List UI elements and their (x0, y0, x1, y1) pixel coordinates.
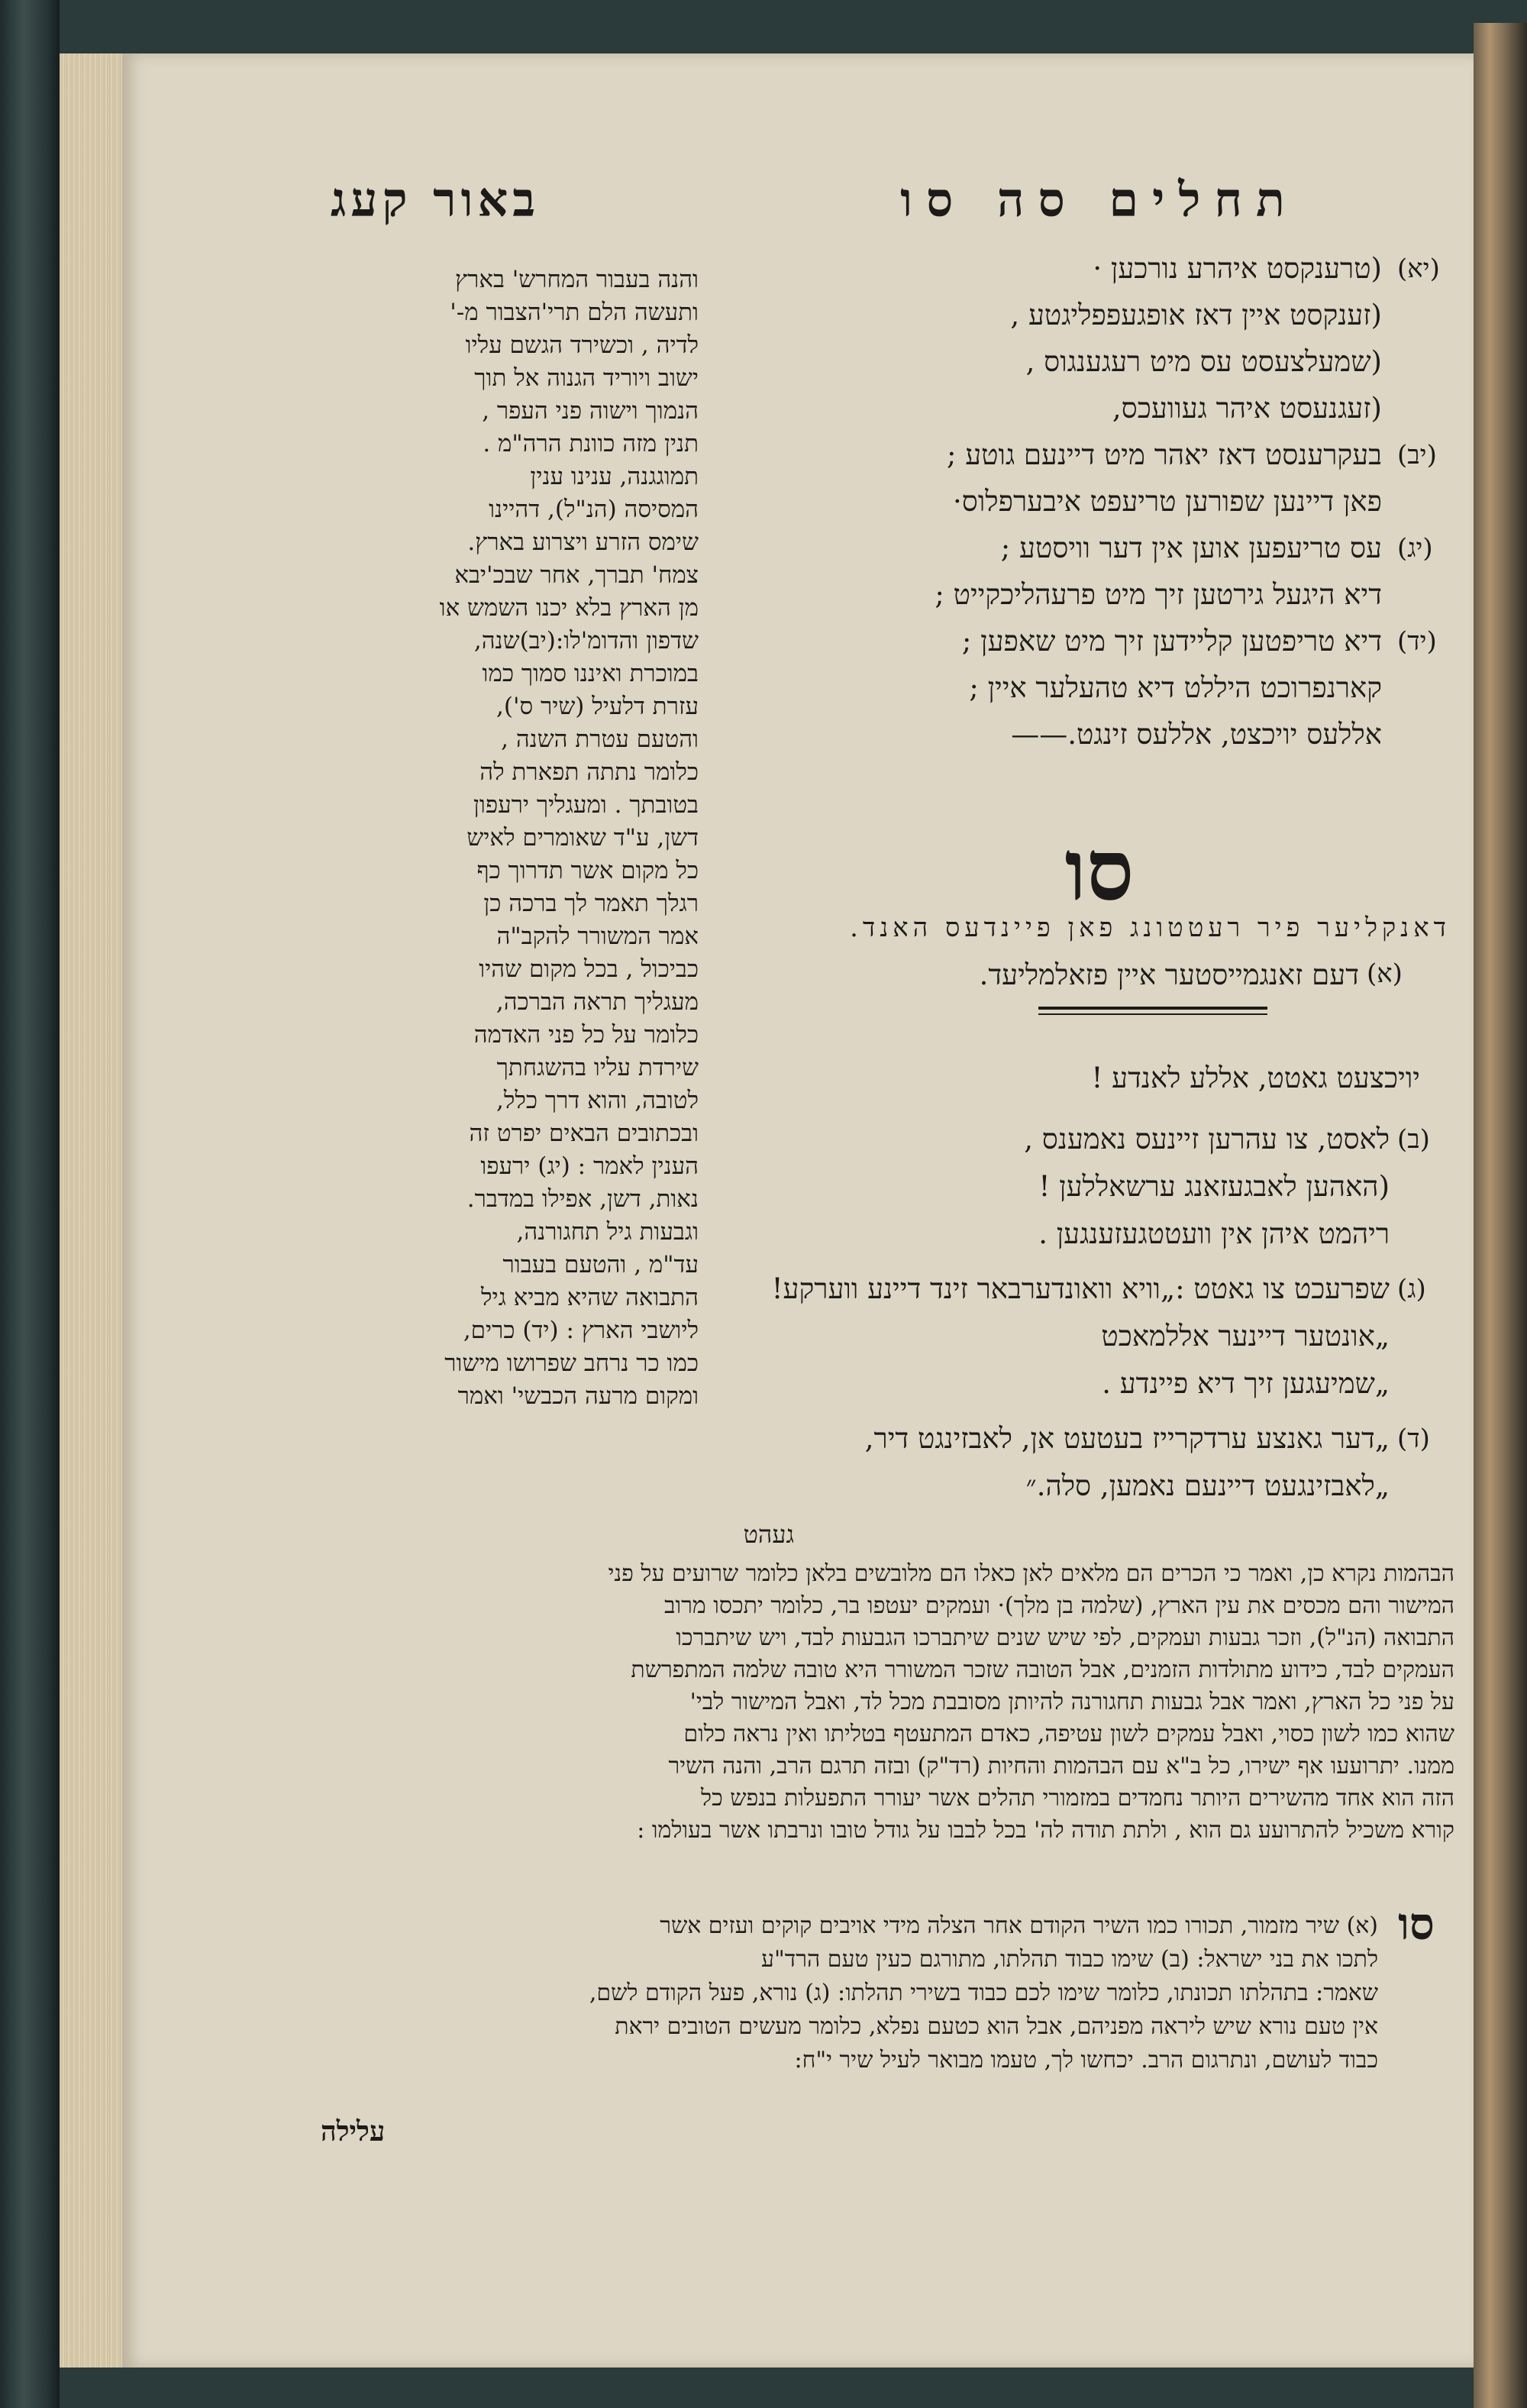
verse-line: „לאבזינגעט דיינעם נאמען, סלה.״ (1025, 1469, 1390, 1502)
commentary-line: והטעם עטרת השנה , (501, 726, 699, 753)
commentary-line: עד"מ , והטעם בעבור (502, 1251, 699, 1278)
verse-line: (זעגנעסט איהר געוועכס, (1112, 392, 1382, 425)
verse-line: בעקרענסט דאז יאהר מיט דיינעם גוטע ; (946, 438, 1382, 471)
footnote-label: סו (1398, 1898, 1435, 1950)
commentary-line: המסיסה (הנ"ל), דהיינו (489, 496, 699, 523)
commentary-line: אמר המשורר להקב"ה (496, 923, 699, 950)
catchword: געהט (743, 1520, 794, 1549)
commentary-line: נאות, דשן, אפילו במדבר. (466, 1185, 699, 1213)
footnote-line: כבוד לעושם, ונתרגום הרב. יכחשו לך, טעמו מבואר לעיל שיר י"ח: (794, 2047, 1378, 2073)
commentary-line: הענין לאמר : (יג) ירעפו (480, 1152, 699, 1180)
divider-rule (1038, 1013, 1267, 1015)
psalm66-superscription: דאנקליער פיר רעטטונג פאן פיינדעס האנד. (850, 913, 1451, 943)
commentary-line: הבהמות נקרא כן, ואמר כי הכרים הם מלאים לאן כאלו הם מלובשים בלאן כלומר שרועים על פני (608, 1560, 1454, 1587)
commentary-line: ותעשה הלם תרי'הצבור מ-' (450, 299, 699, 326)
commentary-line: במוכרת ואיננו סמוך כמו (482, 660, 699, 687)
commentary-line: לטובה, והוא דרך כלל, (496, 1087, 699, 1114)
commentary-line: הנמוך וישוה פני העפר , (482, 397, 699, 425)
verse-line: דיא היגעל גירטען זיך מיט פרעהליכקייט ; (935, 578, 1382, 611)
next-page-edge (1474, 23, 1527, 2408)
verse-number: (יב) (1397, 440, 1437, 470)
commentary-line: שהוא כמו לשון כסוי, ואבל עמקים לשון עטיפה, כאדם המתעטף בטליתו ואין נראה כלום (683, 1721, 1454, 1747)
commentary-line: והנה בעבור המחרש' בארץ (455, 266, 699, 293)
commentary-line: התבואה שהיא מביא גיל (480, 1284, 699, 1311)
commentary-line: ממנו. יתרועעו אף ישירו, כל ב"א עם הבהמות והחיות (רד"ק) ובזה תרגם הרב, והנה השיר (668, 1753, 1454, 1779)
running-title-right: תחלים סה סו (900, 172, 1299, 228)
commentary-line: שדפון והדומ'לו:(יב)שנה, (473, 627, 699, 655)
verse-line: ריהמט איהן אין וועטטגעזענגען . (1038, 1217, 1390, 1250)
commentary-line: עזרת דלעיל (שיר ס'), (496, 693, 699, 720)
verse-line: עס טריעפען אוען אין דער וויסטע ; (1000, 532, 1382, 564)
verse-line: (האהען לאבגעזאנג ערשאללען ! (1038, 1170, 1390, 1203)
footnote-line: שאמר: בתהלתו תכונתו, כלומר שימו לכם כבוד בשירי תהלתו: (ג) נורא, פעל הקודם לשם, (589, 1980, 1378, 2006)
commentary-line: דשן, ע"ד שאומרים לאיש (466, 824, 699, 852)
verse-line: (זענקסט איין דאז אופגעפפליגטע , (1010, 299, 1382, 331)
verse-line: „אונטער דיינער אללמאכט (1101, 1320, 1390, 1353)
footnote-line: (א) שיר מזמור, תכורו כמו השיר הקודם אחר הצלה מידי אויבים קוקים ועזים אשר (660, 1912, 1378, 1939)
verse-line: אללעס יויכצט, אללעס זינגט.—— (1011, 718, 1382, 751)
verse-line: דיא טריפטען קליידען זיך מיט שאפען ; (961, 625, 1382, 658)
footnote-line: לתכו את בני ישראל: (ב) שימו כבוד תהלתו, מתורגם כעין טעם הרד"ע (761, 1946, 1378, 1973)
commentary-line: ובכתובים הבאים יפרט זה (469, 1120, 699, 1147)
commentary-line: קורא משכיל להתרועע גם הוא , ולתת תודה לה' בכל לבבו על גודל טובו ונרבתו אשר בעולמו : (637, 1817, 1454, 1844)
commentary-line: כל מקום אשר תדרוך כף (476, 857, 699, 884)
verse-number: (א) (1367, 958, 1403, 989)
commentary-line: תנין מזה כוונת הרה"מ . (483, 430, 699, 457)
commentary-line: על פני כל הארץ, ואמר אבל גבעות תחגורנה להיותן מסובבת מכל לד, ואבל המישור לבי' (689, 1689, 1454, 1715)
verse-line: „דער גאנצע ערדקרייז בעטעט אן, לאבזינגט דיר, (864, 1422, 1390, 1455)
verse-number: (יד) (1397, 626, 1437, 657)
verse-line: קארנפרוכט היללט דיא טהעלער איין ; (969, 671, 1382, 704)
commentary-line: ישוב ויוריד הגנוה אל תוך (474, 364, 699, 392)
commentary-line: העמקים לבד, כידוע מתולדות הזמנים, אבל הטובה שזכר המשורר היא טובה שלמה המתפרשת (631, 1657, 1454, 1683)
commentary-line: המישור והם מכסים את עין הארץ, (שלמה בן מלך)· ועמקים יעטפו בר, כלומר יתכסו מרוב (664, 1592, 1454, 1619)
commentary-line: מן הארץ בלא יכנו השמש או (439, 594, 699, 622)
verse-number: (ב) (1397, 1124, 1430, 1155)
verse-number: (ג) (1397, 1274, 1426, 1304)
psalm66-verse1: דעם זאנגמייסטער איין פזאלמליעד. (979, 958, 1359, 991)
book-binding (0, 0, 60, 2408)
commentary-line: צמח' תברך, אחר שבכ'יבא (454, 561, 699, 589)
verse-line: שפרעכט צו גאטט :„וויא וואונדערבאר זינד דיינע ווערקע! (771, 1272, 1390, 1305)
footnote-block (294, 1909, 1378, 2077)
verse-number: (יא) (1397, 254, 1440, 284)
commentary-line: כלומר נתתה תפארת לה (479, 758, 699, 786)
commentary-line: שימס הזרע ויצרוע בארץ. (467, 528, 699, 556)
psalm66-big-label: סו (1064, 821, 1135, 920)
footer-catchword: עלילה (321, 2115, 386, 2148)
commentary-line: שירדת עליו בהשגחתך (496, 1054, 699, 1081)
commentary-line: כמו כר נרחב שפרושו מישור (444, 1349, 699, 1377)
verse-number: (ד) (1397, 1424, 1430, 1454)
footnote-line: אין טעם נורא שיש ליראה מפניהם, אבל הוא כטעם נפלא, כלומר מעשים הטובים יראת (615, 2013, 1378, 2040)
page-edges (60, 53, 122, 2368)
running-title-left: באור קעג (330, 172, 541, 228)
commentary-line: מעגליך תראה הברכה, (496, 988, 699, 1016)
commentary-line: ליושבי הארץ : (יד) כרים, (463, 1317, 699, 1344)
verse-line: (שמעלצעסט עס מיט רעגענגוס , (1025, 345, 1382, 378)
divider-rule (1038, 1007, 1267, 1010)
commentary-line: כלומר על כל פני האדמה (473, 1021, 699, 1049)
verse-line: (טרענקסט איהרע נורכען · (1093, 252, 1382, 285)
verse-line: לאסט, צו עהרען זיינעס נאמענס , (1024, 1123, 1390, 1156)
verse-line: פאן דיינען שפורען טריעפט איבערפלוס· (953, 485, 1382, 518)
psalm66-line-a: יויכצעט גאטט, אללע לאנדע ! (1091, 1062, 1420, 1094)
commentary-line: לדיה , וכשירד הגשם עליו (465, 331, 699, 359)
commentary-line: וגבעות גיל תחגורנה, (516, 1218, 699, 1246)
verse-line: „שמיעגען זיך דיא פיינדע . (1102, 1367, 1390, 1400)
commentary-line: רגלך תאמר לך ברכה כן (483, 890, 699, 917)
commentary-line: ומקום מרעה הכבשי' ואמר (457, 1382, 699, 1410)
verse-number: (יג) (1397, 533, 1433, 564)
commentary-line: כביכול , בכל מקום שהיו (479, 955, 699, 983)
commentary-column (294, 263, 699, 1413)
commentary-line: התבואה (הנ"ל), וזכר גבעות ועמקים, לפי שיש שנים שיתברכו הגבעות לבד, ויש שיתברכו (676, 1624, 1454, 1651)
commentary-line: תמוגגנה, ענינו ענין (530, 463, 699, 490)
commentary-line: הזה הוא אחד מהשירים היותר נחמדים במזמורי תהלים אשר יעורר התפעלות בנפש כל (701, 1785, 1454, 1812)
commentary-line: בטובתך . ומעגליך ירעפון (473, 791, 699, 819)
commentary-full-width (294, 1558, 1454, 1847)
